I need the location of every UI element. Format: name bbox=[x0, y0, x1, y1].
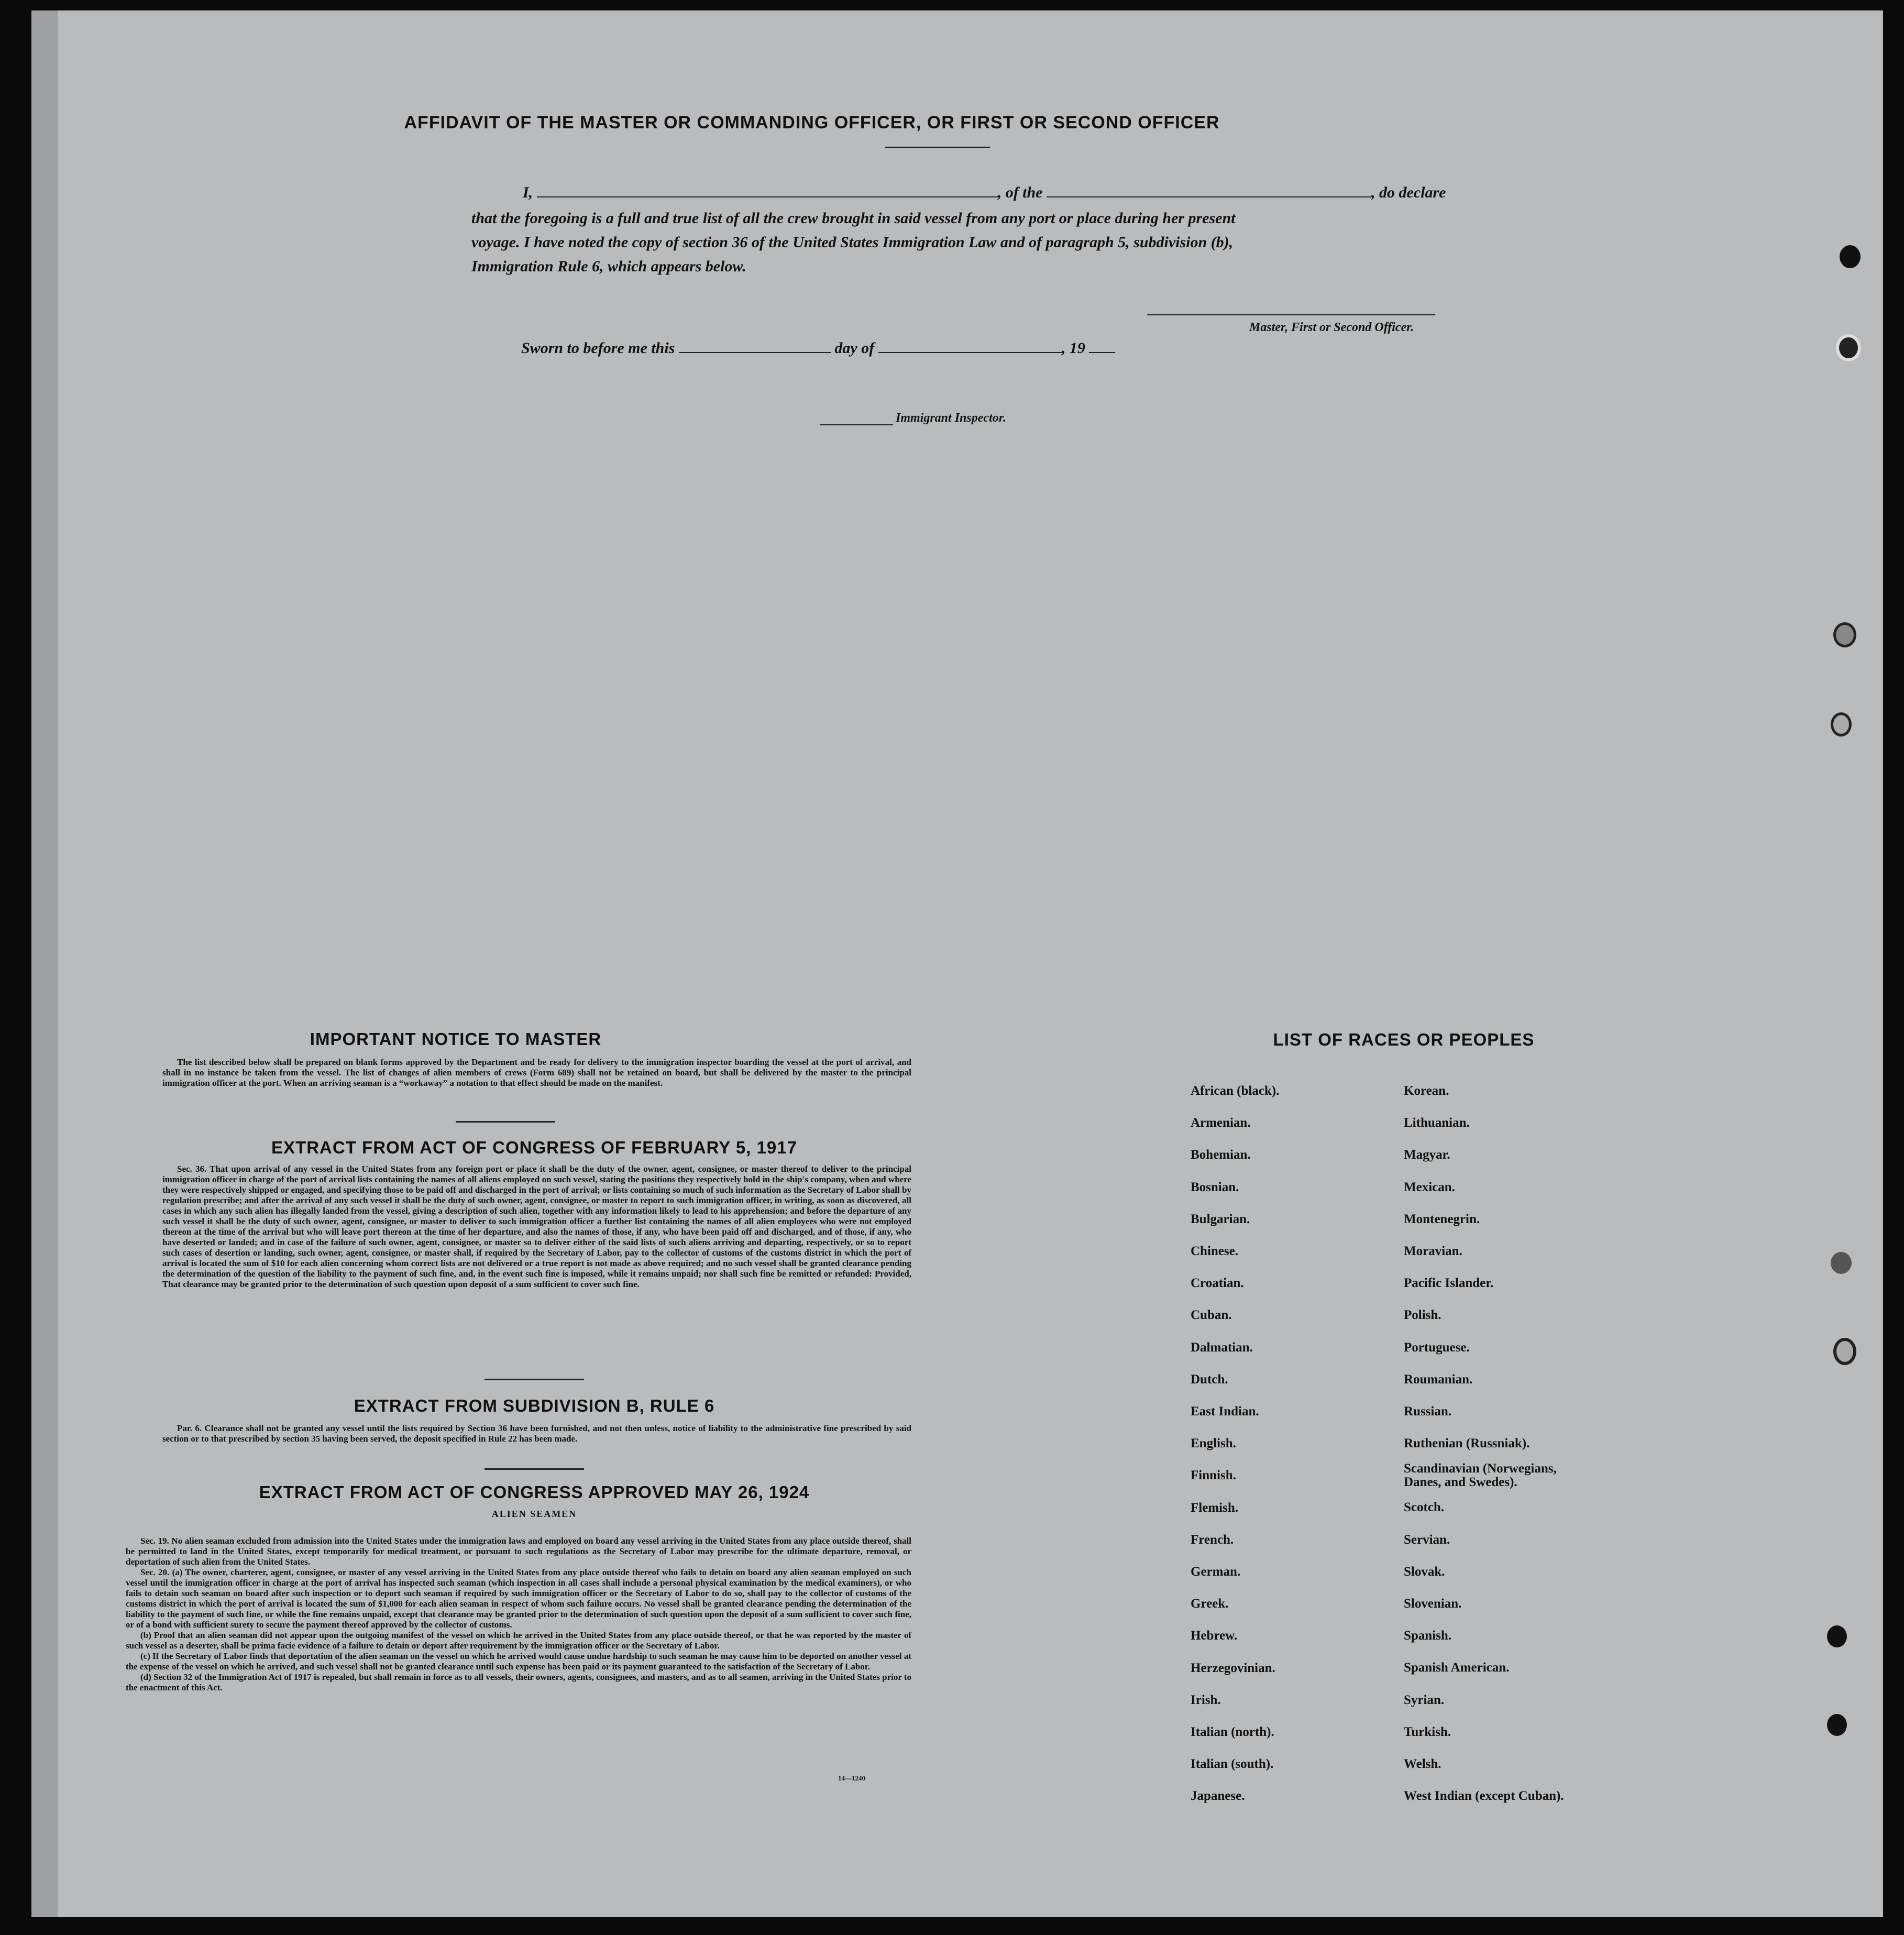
affidavit-text: , do declare bbox=[1371, 184, 1446, 201]
race-item: Chinese. bbox=[1191, 1244, 1238, 1259]
race-item: English. bbox=[1191, 1436, 1236, 1451]
binder-hole bbox=[1831, 712, 1852, 736]
race-item: Montenegrin. bbox=[1404, 1212, 1480, 1226]
page-edge bbox=[31, 10, 58, 1917]
sec-20d-paragraph: (d) Section 32 of the Immigration Act of 1917 is repealed, but shall remain in force as to all vessels, their owners, agents, consignees, and masters, and as to all seamen, arriving in the United States prior to the enactment of this Act. bbox=[126, 1672, 911, 1692]
extract-1917-body bbox=[162, 1164, 911, 1290]
subdivision-b-body bbox=[162, 1423, 911, 1444]
race-item: Welsh. bbox=[1404, 1757, 1441, 1772]
sworn-text: Sworn to before me this bbox=[521, 339, 675, 357]
race-item: Turkish. bbox=[1404, 1724, 1451, 1739]
inspector-signature-label: Immigrant Inspector. bbox=[896, 411, 1006, 425]
sworn-line bbox=[521, 336, 1115, 360]
race-item: Scandinavian (Norwegians, Danes, and Swedes). bbox=[1404, 1461, 1557, 1490]
race-item: Herzegovinian. bbox=[1191, 1661, 1275, 1675]
race-item: Moravian. bbox=[1404, 1244, 1462, 1259]
race-item: Dutch. bbox=[1191, 1372, 1228, 1387]
race-item: Dalmatian. bbox=[1191, 1340, 1253, 1355]
race-item: East Indian. bbox=[1191, 1404, 1259, 1419]
races-title: LIST OF RACES OR PEOPLES bbox=[1273, 1030, 1535, 1049]
race-item: Croatian. bbox=[1191, 1276, 1244, 1291]
binder-hole bbox=[1833, 622, 1856, 647]
divider bbox=[885, 147, 990, 148]
race-item: Bulgarian. bbox=[1191, 1212, 1250, 1226]
race-item: Korean. bbox=[1404, 1084, 1449, 1098]
master-signature-label: Master, First or Second Officer. bbox=[1249, 321, 1414, 334]
month-blank bbox=[878, 337, 1062, 353]
divider bbox=[485, 1468, 584, 1470]
sworn-text: , 19 bbox=[1061, 339, 1085, 357]
race-item: Cuban. bbox=[1191, 1308, 1232, 1323]
race-item: Irish. bbox=[1191, 1692, 1221, 1707]
race-item: Scotch. bbox=[1404, 1500, 1445, 1515]
race-item: Portuguese. bbox=[1404, 1340, 1470, 1355]
binder-hole bbox=[1836, 334, 1861, 361]
name-blank bbox=[537, 182, 998, 197]
affidavit-line-1 bbox=[523, 181, 1446, 205]
races-column-2 bbox=[1404, 1075, 1582, 1812]
race-item: Lithuanian. bbox=[1404, 1116, 1470, 1130]
vessel-blank bbox=[1047, 182, 1371, 197]
race-item: Armenian. bbox=[1191, 1116, 1251, 1130]
year-blank bbox=[1089, 337, 1115, 353]
notice-title: IMPORTANT NOTICE TO MASTER bbox=[310, 1029, 602, 1049]
extract-1924-body bbox=[126, 1536, 911, 1693]
race-item: Pacific Islander. bbox=[1404, 1276, 1494, 1291]
extract-1924-title: EXTRACT FROM ACT OF CONGRESS APPROVED MAY 26, 1924 bbox=[259, 1482, 810, 1502]
race-item: Italian (south). bbox=[1191, 1757, 1274, 1772]
extract-1917-title: EXTRACT FROM ACT OF CONGRESS OF FEBRUARY 5, 1917 bbox=[271, 1138, 797, 1157]
affidavit-title: AFFIDAVIT OF THE MASTER OR COMMANDING OFFICER, OR FIRST OR SECOND OFFICER bbox=[404, 113, 1220, 133]
sec-19-paragraph: Sec. 19. No alien seaman excluded from admission into the United States under the immigration laws and employed on board any vessel arriving in the United States from any place outside thereof, shall be permitted to land in the United States, except temporarily for medical treatment, or pursuant to such regulations as the Secretary of Labor may prescribe for the ultimate departure, removal, or deportation of such alien from the United States. bbox=[126, 1536, 911, 1567]
notice-body bbox=[162, 1057, 911, 1089]
races-column-1 bbox=[1191, 1075, 1279, 1812]
affidavit-line-2: that the foregoing is a full and true list of all the crew brought in said vessel from any port or place during her present bbox=[471, 210, 1236, 227]
inspector-signature-line bbox=[820, 424, 893, 425]
race-item: Mexican. bbox=[1404, 1180, 1455, 1194]
race-item: West Indian (except Cuban). bbox=[1404, 1789, 1564, 1804]
binder-hole bbox=[1833, 1338, 1856, 1365]
race-item: Italian (north). bbox=[1191, 1725, 1274, 1740]
binder-hole bbox=[1827, 1714, 1847, 1736]
alien-seamen-subtitle: ALIEN SEAMEN bbox=[491, 1509, 577, 1519]
race-item: Greek. bbox=[1191, 1597, 1229, 1611]
race-item: Spanish. bbox=[1404, 1629, 1452, 1643]
binder-hole bbox=[1827, 1625, 1847, 1647]
divider bbox=[456, 1121, 555, 1123]
subdivision-b-title: EXTRACT FROM SUBDIVISION B, RULE 6 bbox=[354, 1396, 715, 1415]
race-item: French. bbox=[1191, 1532, 1234, 1547]
race-item: Russian. bbox=[1404, 1404, 1452, 1419]
race-item: Spanish American. bbox=[1404, 1661, 1510, 1675]
race-item: Servian. bbox=[1404, 1532, 1450, 1547]
race-item: Hebrew. bbox=[1191, 1629, 1238, 1643]
binder-hole bbox=[1840, 245, 1861, 268]
section-text: That upon arrival of any vessel in the United States from any foreign port or place it shall be the duty of the owner, agent, consignee, or master thereof to deliver to the principal immigration officer in charge of the port of arrival lists containing the names of all aliens employed on such vessel, stating the positions they respectively hold in the ship's company, when and where they were respectively shipped or engaged, and specifying those to be paid off and discharged in the port of arrival; or lists containing so much of such information as the Secretary of Labor shall by regulation prescribe; and after the arrival of any such vessel it shall be the duty of such owner, agent, consignee, or master to report to such immigration officer, in writing, as soon as discovered, all cases in which any such alien has illegally landed from the vessel, giving a description of such alien, together with any information likely to lead to his apprehension; and before the departure of any such vessel it shall be the duty of such owner, agent, consignee, or master to deliver to such immigration officer a further list containing the names of all alien employees who were not employed thereon at the time of the arrival but who will leave port thereon at the time of her departure, and also the names of those, if any, who have been paid off and discharged, and of those, if any, who have deserted or landed; and in case of the failure of such owner, agent, consignee, or master so to deliver either of the said lists of such aliens arriving and departing, respectively, or so to report such cases of desertion or landing, such owner, agent, consignee, or master shall, if required by the Secretary of Labor, pay to the collector of customs of the customs district in which the port of arrival is located the sum of $10 for each alien concerning whom correct lists are not delivered or a true report is not made as above required; and no such vessel shall be granted clearance pending the determination of the question of the liability to the payment of such fine, and, in the event such fine is imposed, while it remains unpaid; nor shall such fine be remitted or refunded: Provided, That clearance may be granted prior to the determination of such question upon deposit of a sum sufficient to cover such fine. bbox=[162, 1164, 911, 1289]
race-item: Syrian. bbox=[1404, 1692, 1445, 1707]
race-item: Bosnian. bbox=[1191, 1180, 1239, 1194]
binder-hole bbox=[1831, 1252, 1852, 1274]
race-item: Slovenian. bbox=[1404, 1597, 1462, 1611]
race-item: African (black). bbox=[1191, 1084, 1280, 1098]
race-item: Japanese. bbox=[1191, 1789, 1245, 1804]
affidavit-line-3: voyage. I have noted the copy of section 36 of the United States Immigration Law and of paragraph 5, subdivision (b), bbox=[471, 234, 1234, 251]
par-6-paragraph: Par. 6. Clearance shall not be granted any vessel until the lists required by Section 36 have been furnished, and not then unless, notice of liability to the administrative fine prescribed by said section or to that prescribed by section 35 having been served, the deposit specified in Rule 22 has been made. bbox=[162, 1423, 911, 1444]
sworn-text: day of bbox=[834, 339, 875, 357]
race-item: Roumanian. bbox=[1404, 1372, 1473, 1387]
form-number: 14—1240 bbox=[838, 1774, 865, 1782]
affidavit-line-4: Immigration Rule 6, which appears below. bbox=[471, 258, 746, 275]
affidavit-text: I, bbox=[523, 184, 533, 201]
divider bbox=[485, 1379, 584, 1380]
race-item: Flemish. bbox=[1191, 1500, 1238, 1515]
race-item: Finnish. bbox=[1191, 1468, 1236, 1483]
master-signature-line bbox=[1147, 314, 1435, 315]
section-36-paragraph bbox=[162, 1164, 911, 1290]
sec-20a-paragraph: Sec. 20. (a) The owner, charterer, agent, consignee, or master of any vessel arriving in the United States from any place outside thereof who fails to detain on board any alien seaman employed on such vessel until the immigration officer in charge at the port of arrival has inspected such seaman (which inspection in all cases shall include a personal physical examination by the medical examiners), or who fails to detain such seaman on board after such inspection or to deport such seaman if required by such immigration officer or the Secretary of Labor to do so, shall pay to the collector of customs of the customs district in which the port of arrival is located the sum of $1,000 for each alien seaman in respect of whom such failure occurs. No vessel shall be granted clearance pending the determination of the liability to the payment of such fine, or while the fine remains unpaid, except that clearance may be granted prior to the determination of such question upon the deposit of a sum sufficient to cover such fine, or of a bond with sufficient surety to secure the payment thereof approved by the collector of customs. bbox=[126, 1567, 911, 1630]
race-item: Magyar. bbox=[1404, 1148, 1450, 1162]
race-item: Bohemian. bbox=[1191, 1148, 1251, 1162]
sec-20b-paragraph: (b) Proof that an alien seaman did not appear upon the outgoing manifest of the vessel on which he arrived in the United States from any place outside thereof, or that he was reported by the master of such vessel as a deserter, shall be prima facie evidence of a failure to detain or deport after requirement by the immigration officer or the Secretary of Labor. bbox=[126, 1630, 911, 1651]
day-blank bbox=[679, 337, 831, 353]
section-label: Sec. 36. bbox=[177, 1164, 207, 1174]
race-item: Slovak. bbox=[1404, 1564, 1445, 1579]
race-item: Ruthenian (Russniak). bbox=[1404, 1436, 1530, 1451]
race-item: German. bbox=[1191, 1565, 1241, 1579]
sec-20c-paragraph: (c) If the Secretary of Labor finds that deportation of the alien seaman on the vessel on which he arrived would cause undue hardship to such seaman he may cause him to be deported on another vessel at the expense of the vessel on which he arrived, and such vessel shall not be granted clearance until such expense has been paid or its payment guaranteed to the satisfaction of the Secretary of Labor. bbox=[126, 1651, 911, 1672]
race-item: Polish. bbox=[1404, 1308, 1441, 1323]
affidavit-text: , of the bbox=[997, 184, 1043, 201]
notice-paragraph: The list described below shall be prepared on blank forms approved by the Department and be ready for delivery to the immigration inspector boarding the vessel at the port of arrival, and shall in no instance be taken from the vessel. The list of changes of alien members of crews (Form 689) shall not be retained on board, but shall be delivered by the master to the principal immigration officer at the port. When an arriving seaman is a “workaway” a notation to that effect should be made on the manifest. bbox=[162, 1057, 911, 1088]
